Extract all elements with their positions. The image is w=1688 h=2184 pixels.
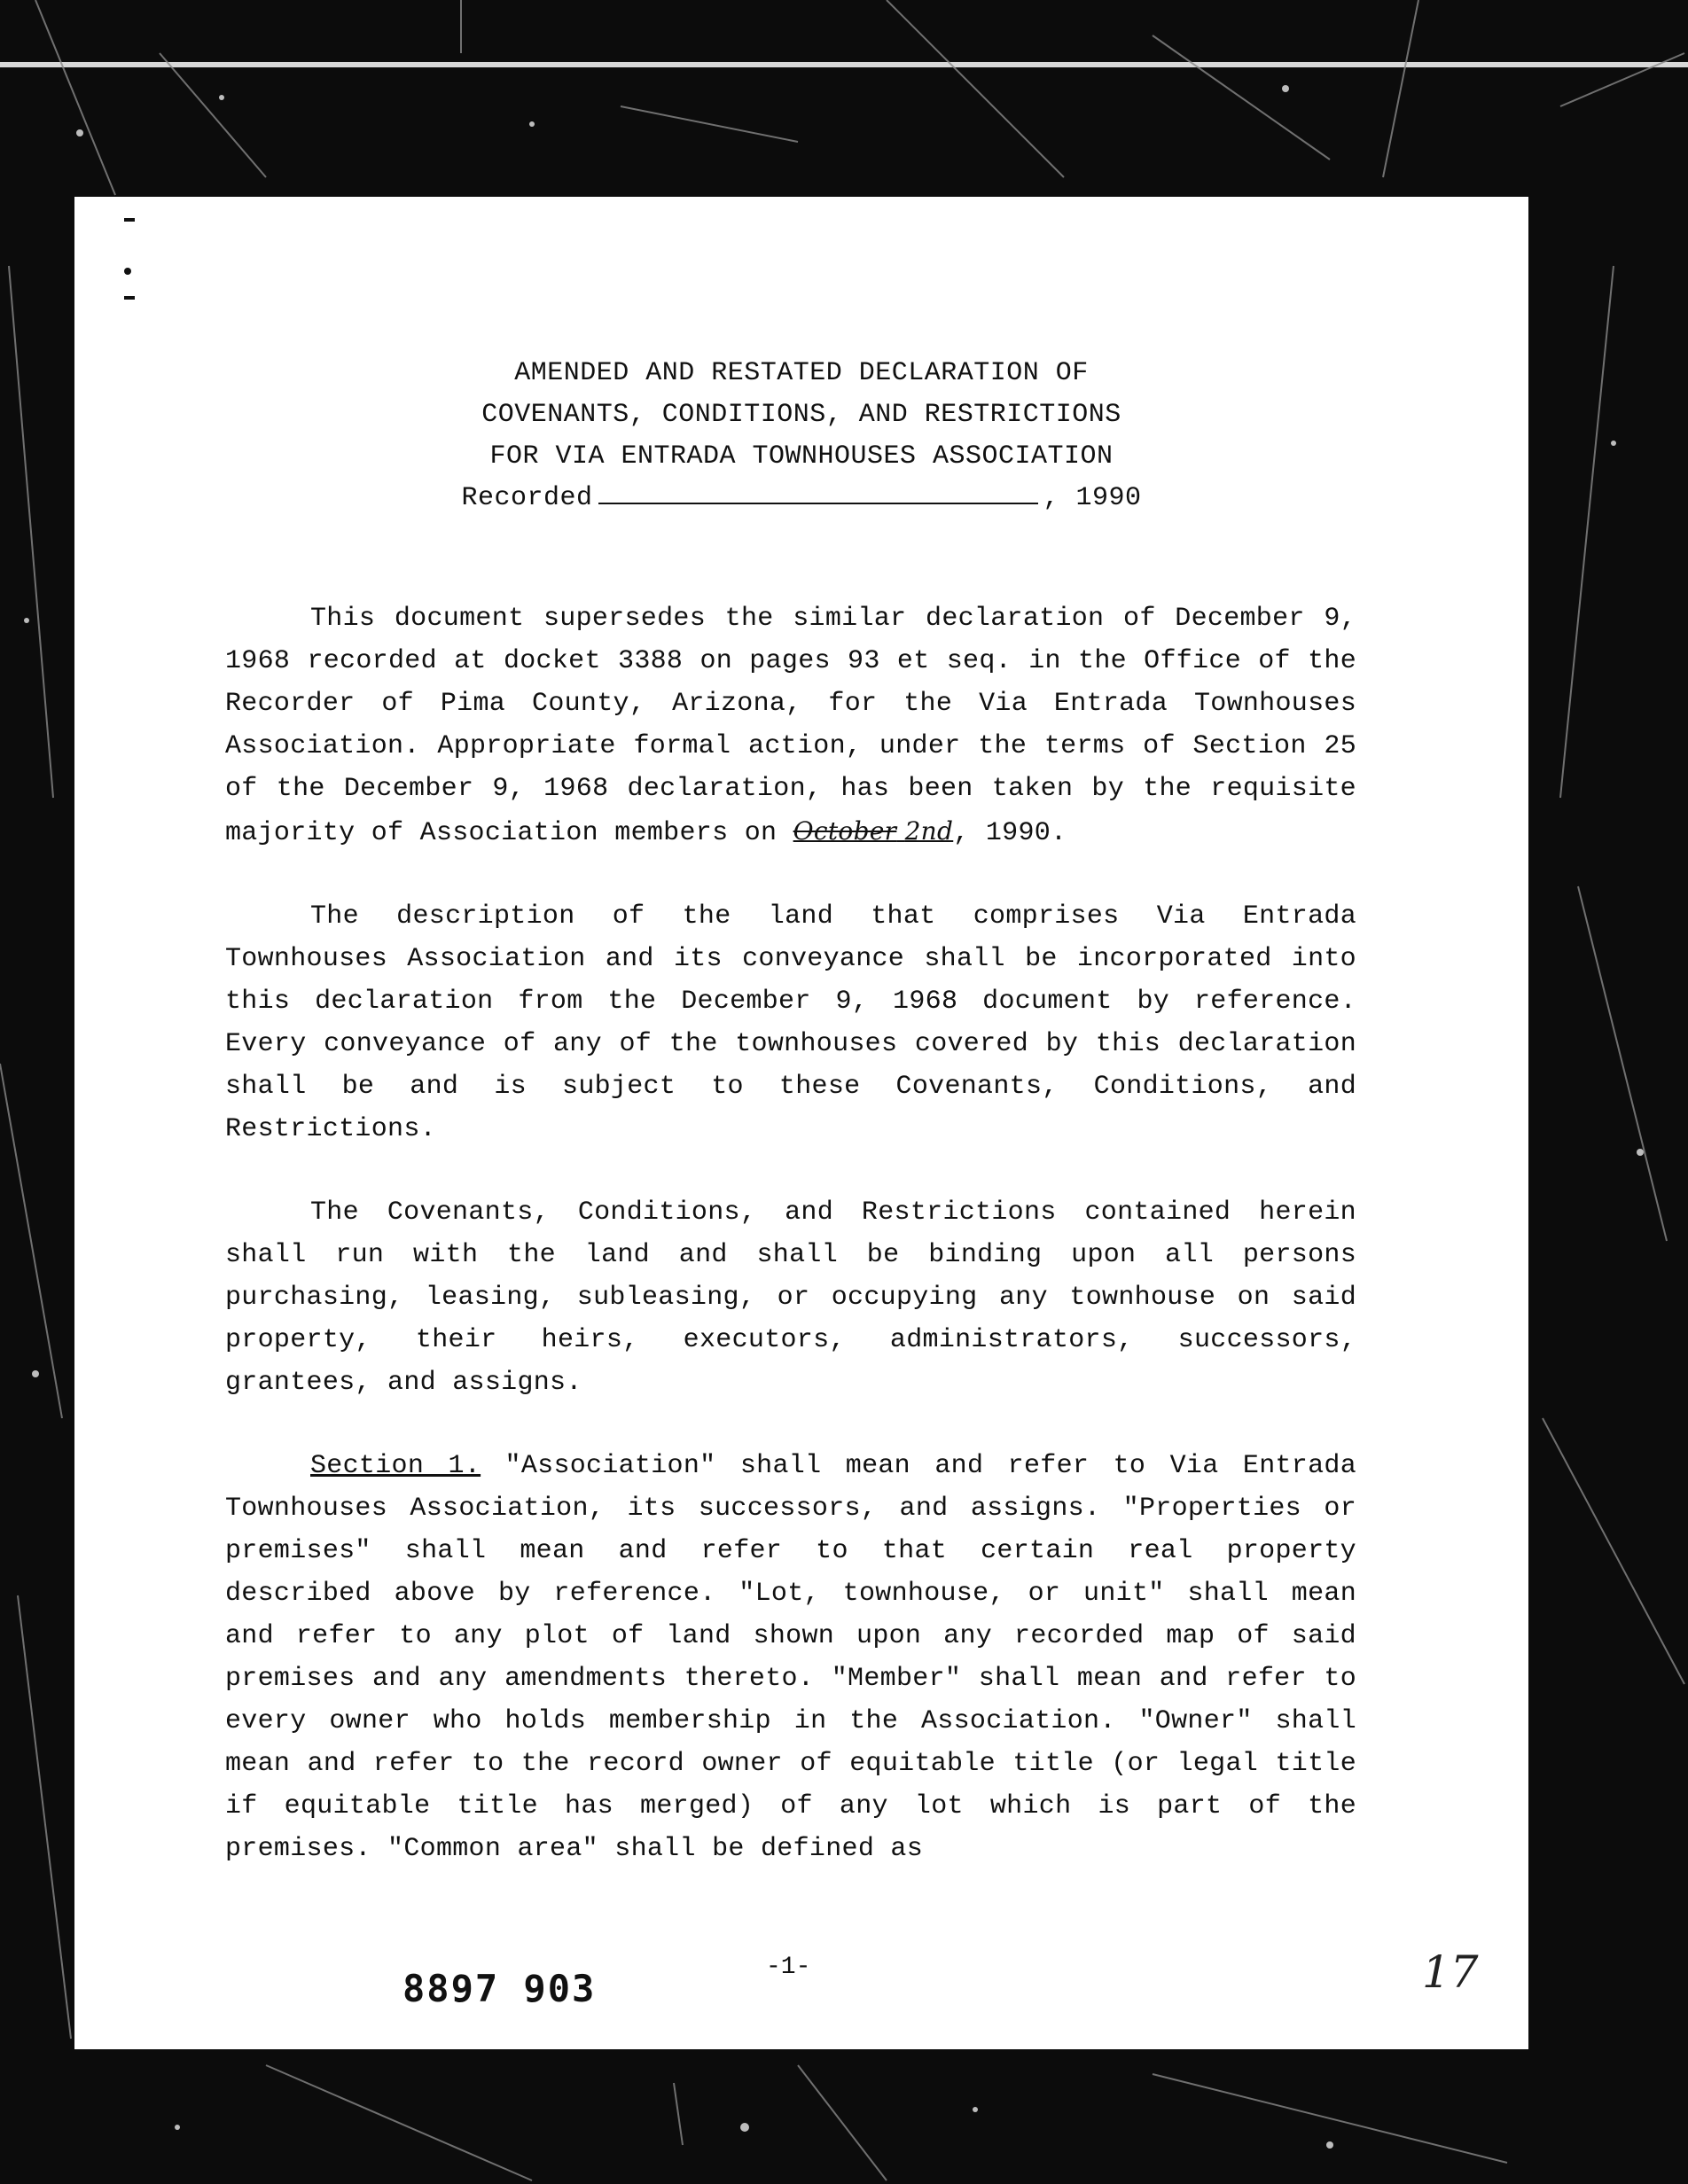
- paragraph-supersedes: [225, 597, 1356, 854]
- handwritten-day: 2nd: [904, 816, 954, 846]
- margin-mark: [124, 296, 135, 300]
- section-heading: Section 1.: [310, 1451, 481, 1481]
- paragraph-section-1: [225, 1445, 1356, 1870]
- recorded-line: [225, 478, 1378, 519]
- handwritten-date: [793, 816, 954, 846]
- section-text: "Association" shall mean and refer to Via Entrada Townhouses Association, its successors, and assigns. "Properties or premises" shall mean and refer to that certain real property described above by reference. "Lot, townhouse, or unit" shall mean and refer to any plot of land shown upon any recorded map of said premises and any amendments thereto. "Member" shall mean and refer to every owner who holds membership in the Association. "Owner" shall mean and refer to the record owner of equitable title (or legal title if equitable title has merged) of any lot which is part of the premises. "Common area" shall be defined as: [225, 1451, 1357, 1864]
- recorded-label: Recorded: [461, 483, 593, 513]
- document-body: [225, 597, 1356, 1911]
- margin-mark: [124, 268, 131, 275]
- paragraph-text: This document supersedes the similar declaration of December 9, 1968 recorded at docket 3388 on pages 93 et seq. in the Office of the Recorder of Pima County, Arizona, for the Via Entrada Townhouses Association. Appropriate formal action, under the terms of Section 25 of the December 9, 1968 declaration, has been taken by the requisite majority of Association members on: [225, 604, 1356, 848]
- docket-stamp: 8897 903: [402, 1967, 597, 2010]
- title-line-2: COVENANTS, CONDITIONS, AND RESTRICTIONS: [481, 400, 1121, 430]
- margin-mark: [124, 218, 135, 222]
- handwritten-number: 17: [1422, 1946, 1479, 1998]
- document-page: [74, 197, 1528, 2049]
- document-title: [225, 353, 1378, 519]
- recorded-date-blank: [598, 483, 1038, 504]
- page-number: -1-: [766, 1954, 811, 1981]
- title-line-3: FOR VIA ENTRADA TOWNHOUSES ASSOCIATION: [489, 441, 1114, 472]
- struck-month: October: [793, 816, 897, 846]
- title-line-1: AMENDED AND RESTATED DECLARATION OF: [514, 358, 1089, 388]
- paragraph-end: , 1990.: [953, 818, 1067, 848]
- recorded-year: , 1990: [1043, 483, 1142, 513]
- paragraph-land-description: The description of the land that comprises Via Entrada Townhouses Association and its conveyance shall be incorporated into this declaration from the December 9, 1968 document by reference. Every conveyance of any of the townhouses covered by this declaration shall be and is subject to these Covenants, Conditions, and Restrictions.: [225, 901, 1356, 1144]
- paragraph-covenants: The Covenants, Conditions, and Restrictions contained herein shall run with the land and shall be binding upon all persons purchasing, leasing, subleasing, or occupying any townhouse on said property, their heirs, executors, administrators, successors, grantees, and assigns.: [225, 1197, 1356, 1398]
